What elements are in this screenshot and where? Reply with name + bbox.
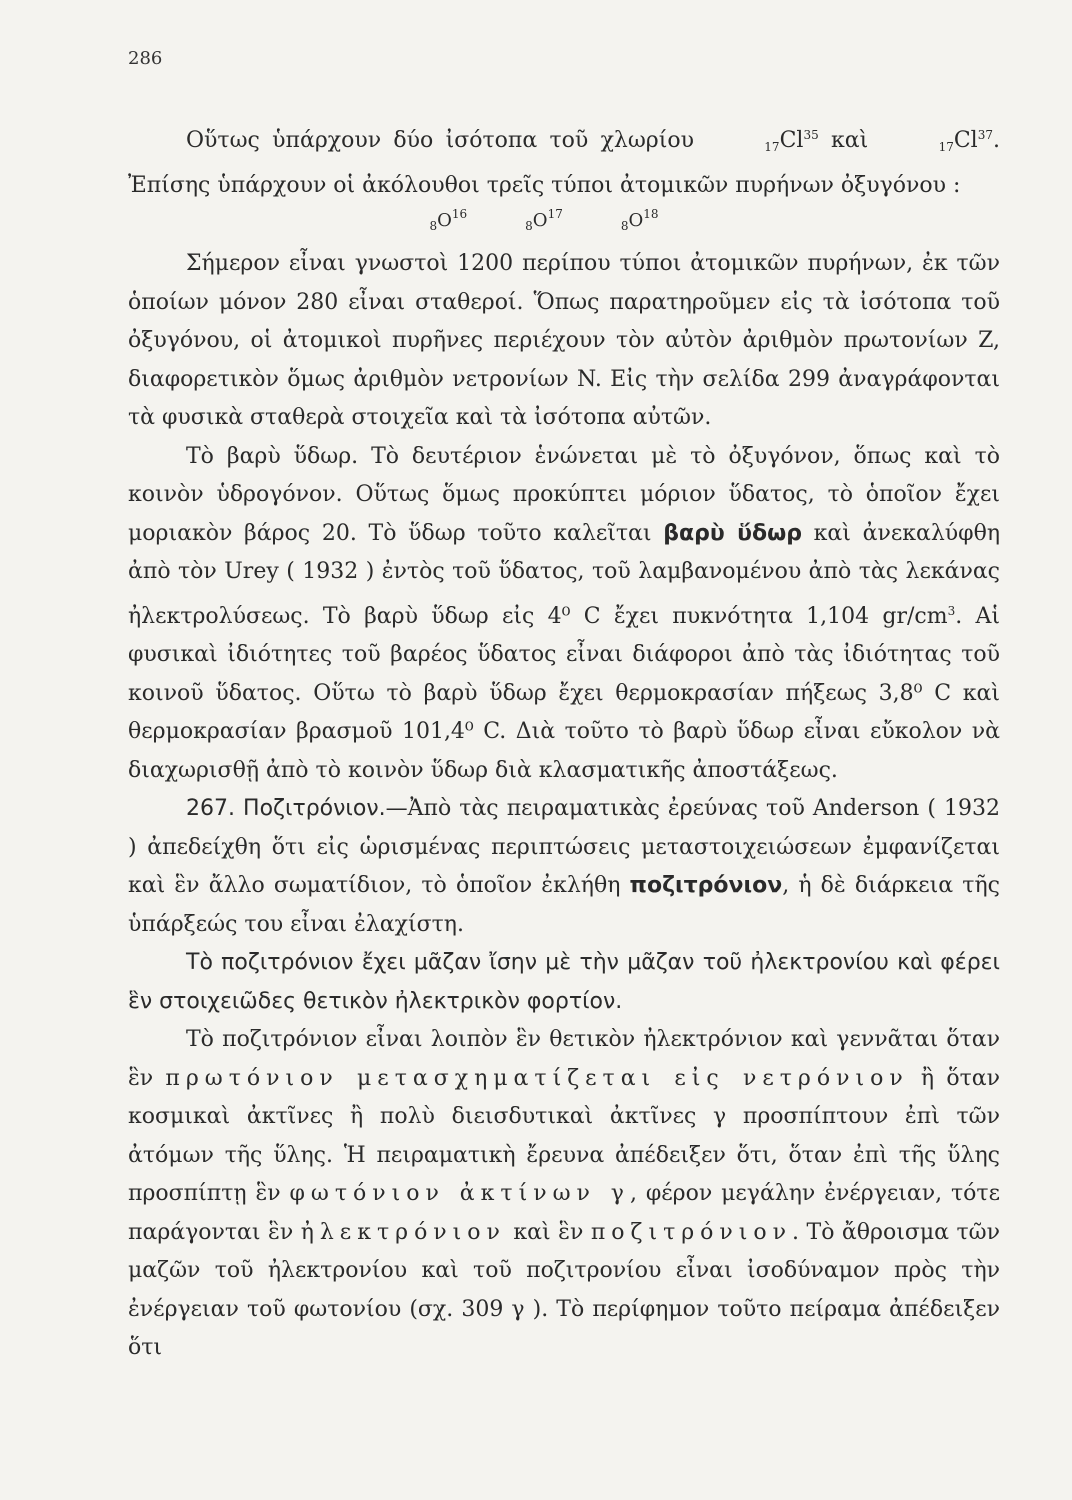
isotope-superscript: 37 — [977, 128, 993, 142]
isotope-symbol: O — [437, 209, 452, 231]
text-run: —Ἀπὸ τὰς πειραματικὰς ἐρεύνας τοῦ Anderson ( 1932 ) ἀπεδείχθη ὅτι εἰς ὡρισμένας περιπτώσεις μεταστοιχειώσεων ἐμφανίζεται καὶ ἓν ἄλλο σωματίδιον, τὸ ὁποῖον ἐκλήθη — [128, 796, 1000, 898]
isotope-superscript: 16 — [451, 206, 468, 221]
oxygen-17-isotope — [525, 195, 563, 246]
isotope-superscript: 17 — [547, 206, 563, 221]
text-run: Οὕτως ὑπάρχουν δύο ἰσότοπα τοῦ χλωρίου — [186, 128, 707, 153]
chlorine-35-isotope — [706, 116, 818, 167]
paragraph-atomic-nuclei: Σήμερον εἶναι γνωστοὶ 1200 περίπου τύποι ἀτομικῶν πυρήνων, ἐκ τῶν ὁποίων μόνον 280 εἶναι σταθεροί. Ὅπως παρατηροῦμεν εἰς τὰ ἰσότοπα τοῦ ὀξυγόνου, οἱ ἀτομικοὶ πυρῆνες περιέχουν τὸν αὐτὸν ἀριθμὸν πρωτονίων Z, διαφορετικὸν ὅμως ἀριθμὸν νετρονίων N. Εἰς τὴν σελίδα 299 ἀναγράφονται τὰ φυσικὰ σταθερὰ στοιχεῖα καὶ τὰ ἰσότοπα αὐτῶν. — [128, 251, 1000, 430]
text-run: . Αἱ φυσικαὶ ἰδιότητες τοῦ βαρέος ὕδατος εἶναι διάφοροι ἀπὸ τὰς ἰδιότητας τοῦ κοινοῦ ὕδατος. Οὕτω τὸ βαρὺ ὕδωρ ἔχει θερμοκρασίαν πήξεως 3,8⁰ C καὶ θερμοκρασίαν βρασμοῦ 101,4⁰ C. Διὰ τοῦτο τὸ βαρὺ ὕδωρ εἶναι εὔκολον νὰ διαχωρισθῇ ἀπὸ τὸ κοινὸν ὕδωρ διὰ κλασματικῆς ἀποστάξεως. — [128, 603, 1001, 783]
isotope-subscript: 8 — [429, 218, 438, 233]
spaced-text: ἠλεκτρόνιον — [300, 1219, 506, 1245]
paragraph-heavy-water — [128, 438, 1000, 791]
term-heavy-water: βαρὺ ὕδωρ — [663, 520, 802, 546]
text-run: καὶ ἓν — [505, 1219, 591, 1245]
text-run: Τὸ βαρὺ ὕδωρ. Τὸ δευτέριον ἑνώνεται μὲ τὸ ὀξυγόνον, ὅπως καὶ τὸ κοινὸν ὑδρογόνον. Οὕτως ὅμως προκύπτει μόριον ὕδατος, τὸ ὁποῖον ἔχει μοριακὸν βάρος 20. Τὸ ὕδωρ τοῦτο καλεῖται — [128, 443, 1000, 546]
text-run: καὶ — [818, 128, 881, 153]
isotope-symbol: O — [532, 209, 548, 231]
isotope-symbol: O — [628, 209, 644, 231]
unit-superscript: 3 — [947, 603, 956, 618]
paragraph-positron-mass: Τὸ ποζιτρόνιον ἔχει μᾶζαν ἴσην μὲ τὴν μᾶζαν τοῦ ἠλεκτρονίου καὶ φέρει ἓν στοιχειῶδες θετικὸν ἠλεκτρικὸν φορτίον. — [128, 950, 1000, 1014]
text-run: ἢ ὅταν κοσμικαὶ ἀκτῖνες ἢ πολὺ διεισδυτικαὶ ἀκτῖνες γ προσπίπτουν ἐπὶ τῶν ἀτόμων τῆς ὕλης. Ἡ πειραματικὴ ἔρευνα ἀπέδειξεν ὅτι, ὅταν ἐπὶ τῆς ὕλης προσπίπτῃ ἓν — [128, 1065, 1000, 1206]
oxygen-isotopes-row — [128, 205, 1000, 245]
section-heading: 267. Ποζιτρόνιον. — [186, 796, 386, 821]
paragraph-positron-section — [128, 790, 1000, 944]
isotope-symbol: Cl — [779, 128, 804, 153]
page-number: 286 — [128, 48, 163, 69]
spaced-text: ποζιτρόνιον — [590, 1219, 793, 1245]
text-run: . Ἐπίσης ὑπάρχουν οἱ ἀκόλουθοι τρεῖς τύποι ἀτομικῶν πυρήνων ὀξυγόνου : — [128, 128, 1000, 198]
term-positron: ποζιτρόνιον — [629, 873, 783, 898]
chlorine-37-isotope — [881, 116, 993, 167]
paragraph-positron-creation — [128, 1021, 1000, 1368]
oxygen-16-isotope — [429, 195, 467, 246]
isotope-superscript: 35 — [803, 128, 819, 142]
text-run: , φέρον μεγάλην ἐνέργειαν, τότε παράγονται ἓν — [128, 1181, 1000, 1245]
isotope-subscript: 17 — [938, 140, 954, 154]
isotope-symbol: Cl — [953, 128, 978, 153]
text-run: . Τὸ ἄθροισμα τῶν μαζῶν τοῦ ἠλεκτρονίου καὶ τοῦ ποζιτρονίου εἶναι ἰσοδύναμον πρὸς τὴν ἐνέργειαν τοῦ φωτονίου (σχ. 309 γ ). Τὸ περίφημον τοῦτο πείραμα ἀπέδειξεν ὅτι — [128, 1219, 1000, 1360]
isotope-subscript: 8 — [620, 218, 629, 233]
isotope-superscript: 18 — [643, 206, 659, 221]
isotope-subscript: 17 — [764, 140, 780, 154]
page-body — [128, 116, 1000, 1368]
text-run: καὶ ἀνεκαλύφθη ἀπὸ τὸν Urey ( 1932 ) ἐντὸς τοῦ ὕδατος, τοῦ λαμβανομένου ἀπὸ τὰς λεκάνας ἠλεκτρολύσεως. Τὸ βαρὺ ὕδωρ εἰς 4⁰ C ἔχει πυκνότητα 1,104 gr/cm — [128, 520, 1001, 629]
spaced-text: πρωτόνιον μετασχηματίζεται εἰς νετρόνιον — [165, 1065, 909, 1091]
spaced-text: φωτόνιον ἀκτίνων γ — [289, 1181, 630, 1206]
text-run: Τὸ ποζιτρόνιον εἶναι λοιπὸν ἓν θετικὸν ἠλεκτρόνιον καὶ γεννᾶται ὅταν ἓν — [128, 1027, 1000, 1091]
text-run: , ἡ δὲ διάρκεια τῆς ὑπάρξεώς του εἶναι ἐλαχίστη. — [128, 873, 1000, 937]
paragraph-chlorine-isotopes — [128, 116, 1000, 205]
oxygen-18-isotope — [621, 195, 659, 246]
isotope-subscript: 8 — [525, 218, 533, 233]
